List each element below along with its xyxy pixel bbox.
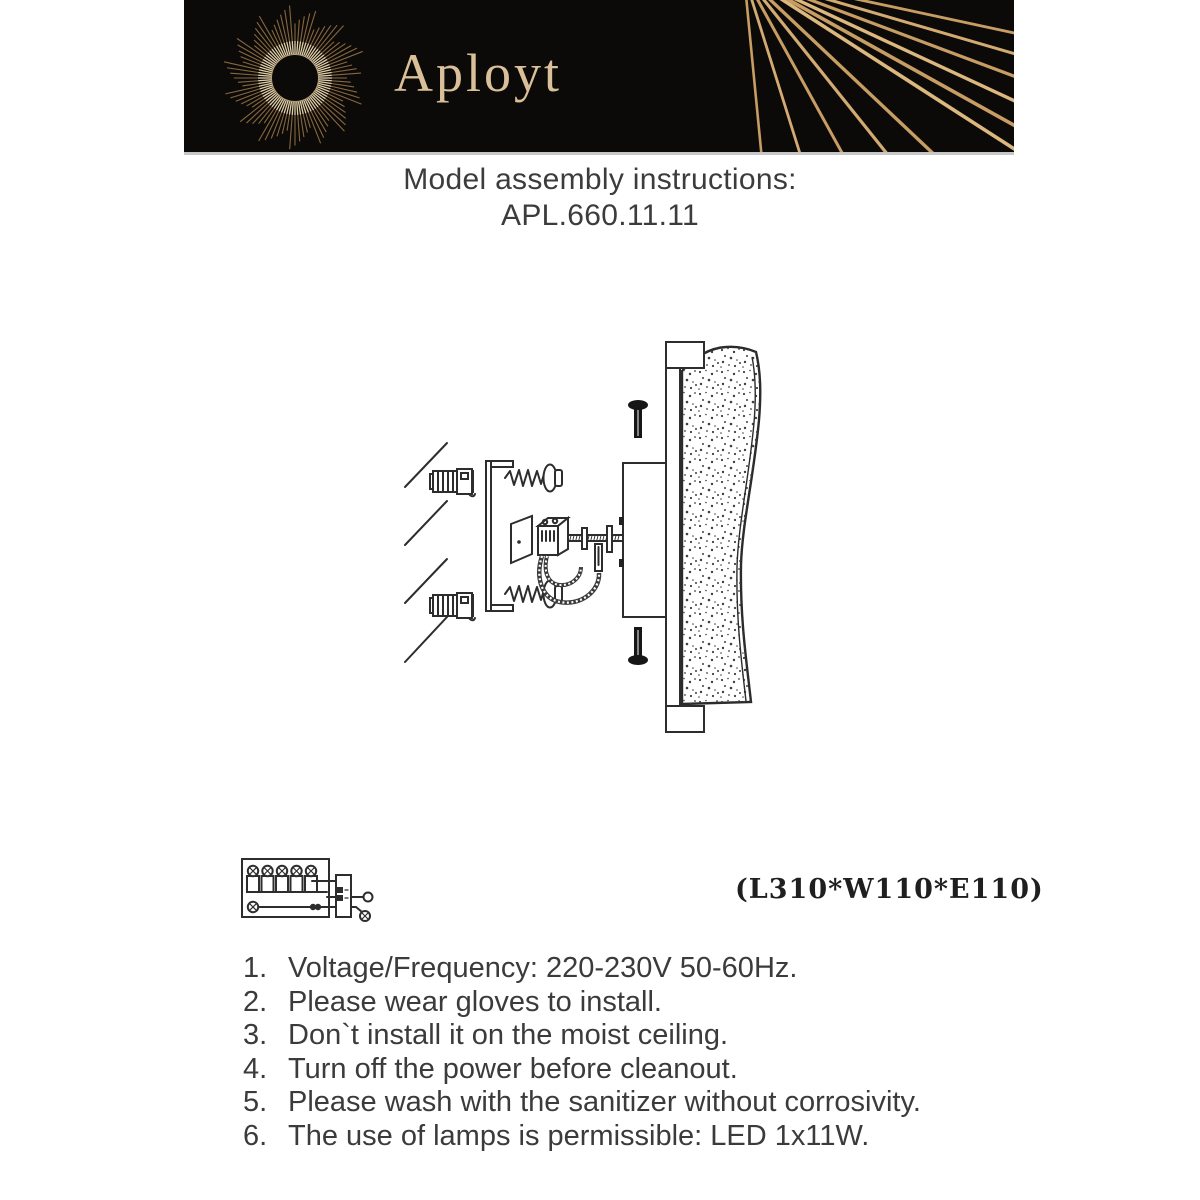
instruction-item-5 bbox=[243, 1086, 1023, 1120]
wiring-diagram bbox=[235, 850, 385, 935]
item-number: 4. bbox=[243, 1052, 268, 1085]
title-block bbox=[0, 162, 1200, 234]
item-number: 3. bbox=[243, 1019, 268, 1051]
model-number: APL.660.11.11 bbox=[501, 199, 699, 232]
dimensions-label: (L310*W110*E110) bbox=[735, 874, 1044, 905]
ground-screw-icon bbox=[248, 902, 258, 912]
threaded-rod-icon bbox=[568, 526, 623, 571]
brand-name: Aployt bbox=[394, 43, 563, 103]
ring-connector-icon bbox=[351, 893, 373, 902]
wire-loop-icon bbox=[539, 556, 599, 603]
instruction-item-4 bbox=[243, 1053, 1023, 1087]
sunburst-logo-icon bbox=[210, 0, 380, 155]
item-number: 5. bbox=[243, 1086, 268, 1118]
page-title: Model assembly instructions: bbox=[403, 163, 797, 196]
junction-box-icon bbox=[511, 516, 568, 563]
brand-banner bbox=[184, 0, 1014, 155]
item-number: 1. bbox=[243, 952, 268, 984]
instruction-item-3 bbox=[243, 1019, 1023, 1053]
item-text: The use of lamps is permissible: LED 1x11W. bbox=[288, 1119, 870, 1152]
fixing-screw-icon bbox=[351, 907, 370, 921]
item-number: 6. bbox=[243, 1119, 268, 1152]
item-text: Please wash with the sanitizer without corrosivity. bbox=[288, 1086, 921, 1118]
item-text: Turn off the power before cleanout. bbox=[288, 1052, 738, 1085]
wall-anchor-icon bbox=[430, 469, 475, 620]
led-driver-icon bbox=[336, 875, 351, 917]
assembly-diagram bbox=[390, 325, 790, 765]
lamp-backplate bbox=[619, 463, 668, 617]
instruction-item-6 bbox=[243, 1120, 1023, 1154]
instruction-item-1 bbox=[243, 952, 1023, 986]
instructions-list bbox=[243, 952, 1023, 1153]
item-text: Please wear gloves to install. bbox=[288, 985, 662, 1018]
item-number: 2. bbox=[243, 985, 268, 1018]
instruction-item-2 bbox=[243, 986, 1023, 1020]
item-text: Voltage/Frequency: 220-230V 50-60Hz. bbox=[288, 952, 798, 984]
decorative-rays-icon bbox=[714, 0, 1014, 152]
lamp-shade bbox=[682, 347, 760, 704]
item-text: Don`t install it on the moist ceiling. bbox=[288, 1019, 729, 1051]
